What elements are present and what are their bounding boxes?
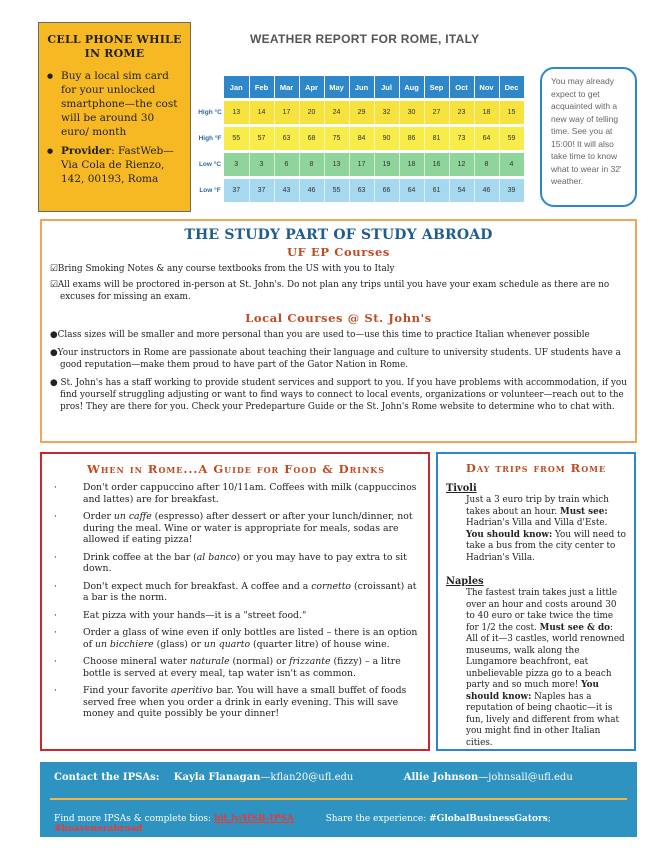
month-header: Jul xyxy=(374,76,399,98)
month-header: Jun xyxy=(349,76,374,98)
weather-cell: 46 xyxy=(474,179,499,202)
weather-cell: 63 xyxy=(274,127,299,150)
trip-must-see: Must see & do xyxy=(539,622,611,633)
weather-cell: 86 xyxy=(399,127,424,150)
weather-cell: 4 xyxy=(499,153,524,176)
cell-phone-box xyxy=(38,22,191,212)
contact-email-1[interactable]: —kflan20@ufl.edu xyxy=(260,772,354,783)
sim-card-text: Buy a local sim card for your unlocked smartphone—the cost will be around 30 euro/ month xyxy=(61,70,178,138)
weather-cell: 84 xyxy=(349,127,374,150)
weather-cell: 3 xyxy=(249,153,274,176)
weather-cell: 75 xyxy=(324,127,349,150)
trip-must-see: Must see: xyxy=(559,506,608,517)
month-header: Mar xyxy=(274,76,299,98)
food-item xyxy=(54,581,418,604)
weather-cell: 32 xyxy=(374,101,399,124)
contact-email-2[interactable]: —johnsall@ufl.edu xyxy=(478,772,573,783)
footer-divider xyxy=(50,798,627,800)
weather-row-label: Low °C xyxy=(198,153,224,176)
food-item-text: Order xyxy=(83,511,114,522)
contact-label: Contact the IPSAs: xyxy=(54,772,160,783)
trip-should-know: You should know: xyxy=(466,529,553,540)
italian-term: naturale xyxy=(189,656,230,667)
weather-cell: 16 xyxy=(424,153,449,176)
weather-cell: 17 xyxy=(274,101,299,124)
food-item-text: bar. You will have a small buffet of foods served free when you order a drink in early evening. This will save money and quite possibly be your dinner! xyxy=(83,685,407,719)
trip-text-naples xyxy=(446,588,626,749)
find-ipsas-text: Find more IPSAs & complete bios: xyxy=(54,814,214,824)
food-item xyxy=(54,627,418,650)
food-item-text: Order a glass of wine even if only bottles are listed – there is an option of xyxy=(83,627,418,650)
bullet: · xyxy=(54,482,57,493)
weather-cell: 57 xyxy=(249,127,274,150)
food-item xyxy=(54,610,418,622)
month-header: Oct xyxy=(449,76,474,98)
day-trips-title: Day trips from Rome xyxy=(465,461,607,475)
food-item-text: (espresso) after dessert or after your lunch/dinner, not during the meal. Wine or water is appropriate for meals, sodas are allowed if eating pizza! xyxy=(83,511,413,545)
cell-phone-title: CELL PHONE WHILE IN ROME xyxy=(47,33,182,60)
uf-courses-title: UF EP Courses xyxy=(287,245,390,259)
month-header: Sep xyxy=(424,76,449,98)
weather-row xyxy=(198,153,524,176)
bullet: · xyxy=(54,551,57,563)
italian-term: al banco xyxy=(196,551,237,563)
weather-cell: 29 xyxy=(349,101,374,124)
cell-phone-item xyxy=(47,69,182,139)
weather-cell: 15 xyxy=(499,101,524,124)
trip-text: Hadrian's Villa and Villa d'Este. xyxy=(466,518,608,528)
food-item-text: (glass) or xyxy=(153,638,204,650)
weather-cell: 8 xyxy=(299,153,324,176)
food-item-text: Find your favorite xyxy=(83,685,171,696)
provider-text: : FastWeb—Via Cola de Rienzo, 142, 00193, Roma xyxy=(61,145,174,185)
weather-cell: 20 xyxy=(299,101,324,124)
local-item: ● St. John's has a staff working to provide student services and support to you. If you have problems with accommodation, if you find yourself struggling adjusting or want to find ways to connect to local events, organizations or volunteer—reach out to the pros! They are there for you. Check your Predeparture Guide or the St. John's Rome website to determine who to chat with. xyxy=(50,378,627,412)
food-item-text: Don't order cappuccino after 10/11am. Coffees with milk (cappuccinos and lattes) are for breakfast. xyxy=(83,482,417,505)
weather-cell: 3 xyxy=(224,153,249,176)
month-header: Nov xyxy=(474,76,499,98)
food-item xyxy=(54,656,418,679)
weather-cell: 81 xyxy=(424,127,449,150)
weather-cell: 27 xyxy=(424,101,449,124)
local-item: ●Class sizes will be smaller and more personal than you are used to—use this time to practice Italian whenever possible xyxy=(50,330,590,340)
hashtag-2: #heavenerabroad xyxy=(54,824,143,834)
food-item-text: (quarter litre) of house wine. xyxy=(250,638,390,650)
weather-cell: 39 xyxy=(499,179,524,202)
weather-cell: 37 xyxy=(224,179,249,202)
weather-cell: 13 xyxy=(324,153,349,176)
trip-name-tivoli: Tivoli xyxy=(446,483,477,494)
month-header: Dec xyxy=(499,76,524,98)
bullet: · xyxy=(54,609,57,621)
food-list xyxy=(54,482,418,720)
weather-cell: 54 xyxy=(449,179,474,202)
month-header: May xyxy=(324,76,349,98)
weather-cell: 19 xyxy=(374,153,399,176)
weather-cell: 8 xyxy=(474,153,499,176)
weather-title: WEATHER REPORT FOR ROME, ITALY xyxy=(250,32,480,46)
italian-term: un quarto xyxy=(203,638,251,650)
trip-text: The fastest train takes just a little over an hour and costs around 30 to 40 euro or take twice the time for 1/2 the cost. xyxy=(466,588,618,633)
weather-cell: 37 xyxy=(249,179,274,202)
bullet: · xyxy=(54,656,57,667)
bullet: · xyxy=(54,685,57,696)
bullet: · xyxy=(54,627,57,638)
weather-row-label: High °F xyxy=(198,127,224,150)
trip-name-naples: Naples xyxy=(446,576,484,587)
trip-text: You will need to take a bus from the city center to Hadrian's Villa. xyxy=(466,529,626,563)
ipsa-link[interactable]: bit.ly/HSB-IPSA xyxy=(213,814,294,824)
footer xyxy=(40,762,637,837)
month-header: Feb xyxy=(249,76,274,98)
food-item xyxy=(54,552,418,575)
italian-term: un caffe xyxy=(113,511,152,522)
food-item-text: (croissant) at a bar is the norm. xyxy=(83,580,417,603)
weather-cell: 30 xyxy=(399,101,424,124)
local-item: ●Your instructors in Rome are passionate about teaching their language and culture to university students. UF students have a good reputation—make them proud to have part of the Gator Nation in Rome. xyxy=(50,348,621,370)
weather-cell: 43 xyxy=(274,179,299,202)
study-section xyxy=(40,219,637,443)
weather-corner xyxy=(198,76,224,98)
weather-cell: 66 xyxy=(374,179,399,202)
food-item-text: ) or you may have to pay extra to sit down. xyxy=(83,551,407,574)
food-item-text: Don't expect much for breakfast. A coffee and a xyxy=(83,580,312,592)
weather-cell: 12 xyxy=(449,153,474,176)
food-item-text: Drink coffee at the bar ( xyxy=(83,551,197,563)
trip-text: : All of it—3 castles, world renowned museums, walk along the Lungamore beachfront, eat unbelievable pizza go to a beach party and so much more! xyxy=(466,622,625,690)
italian-term: frizzante xyxy=(289,656,331,667)
weather-cell: 13 xyxy=(224,101,249,124)
weather-cell: 90 xyxy=(374,127,399,150)
food-item-text: Eat pizza with your hands—it is a "street food." xyxy=(83,609,307,621)
weather-cell: 24 xyxy=(324,101,349,124)
food-item xyxy=(54,482,418,505)
weather-cell: 73 xyxy=(449,127,474,150)
food-guide-section xyxy=(40,452,430,751)
weather-cell: 17 xyxy=(349,153,374,176)
weather-cell: 18 xyxy=(474,101,499,124)
footer-links xyxy=(54,814,629,834)
trip-text-tivoli xyxy=(446,495,626,564)
trip-text: Just a 3 euro trip by train which takes about an hour. xyxy=(466,495,609,517)
bullet: · xyxy=(54,511,57,522)
weather-note: You may already expect to get acquainted with a new way of telling time. See you at 15:00! It will also take time to know what to wear in 32' weather. xyxy=(540,67,637,207)
weather-cell: 55 xyxy=(224,127,249,150)
month-header: Aug xyxy=(399,76,424,98)
month-header: Jan xyxy=(224,76,249,98)
weather-cell: 14 xyxy=(249,101,274,124)
weather-cell: 59 xyxy=(499,127,524,150)
weather-cell: 64 xyxy=(399,179,424,202)
contact-person-2: Allie Johnson xyxy=(403,772,479,783)
cell-phone-list xyxy=(47,69,182,186)
italian-term: cornetto xyxy=(311,580,352,592)
food-guide-title: When in Rome...A Guide for Food & Drinks xyxy=(86,462,386,476)
hashtag-1: #GlobalBusinessGators xyxy=(429,814,548,824)
uf-item: ☑All exams will be proctored in-person at St. John's. Do not plan any trips until you have your exam schedule as there are no excuses for missing an exam. xyxy=(50,280,610,302)
food-item-text: (normal) or xyxy=(229,656,290,667)
cell-phone-item xyxy=(47,144,182,186)
hashtag-sep: ; xyxy=(547,814,551,824)
weather-row xyxy=(198,101,524,124)
weather-header-row xyxy=(198,76,524,98)
trip-should-know: You should know: xyxy=(466,680,599,702)
weather-cell: 6 xyxy=(274,153,299,176)
weather-table xyxy=(198,76,525,202)
bullet: · xyxy=(54,580,57,592)
provider-label: Provider xyxy=(61,145,112,157)
italian-term: un bicchiere xyxy=(95,638,154,650)
food-item-text: (fizzy) – a litre bottle is served at every meal, tap water isn't as common. xyxy=(83,656,401,679)
weather-row-label: Low °F xyxy=(198,179,224,202)
uf-item: ☑Bring Smoking Notes & any course textbooks from the US with you to Italy xyxy=(50,264,395,274)
local-courses-title: Local Courses @ St. John's xyxy=(245,311,432,325)
italian-term: aperitivo xyxy=(171,685,213,696)
study-title: THE STUDY PART OF STUDY ABROAD xyxy=(184,227,493,243)
food-item-text: Choose mineral water xyxy=(83,656,190,667)
weather-cell: 63 xyxy=(349,179,374,202)
weather-cell: 61 xyxy=(424,179,449,202)
contact-person-1: Kayla Flanagan xyxy=(173,772,261,783)
footer-contact xyxy=(54,772,624,783)
weather-cell: 46 xyxy=(299,179,324,202)
weather-row xyxy=(198,127,524,150)
weather-row-label: High °C xyxy=(198,101,224,124)
share-text: Share the experience: xyxy=(325,814,430,824)
food-item xyxy=(54,511,418,546)
weather-cell: 64 xyxy=(474,127,499,150)
food-item xyxy=(54,685,418,720)
day-trips-section xyxy=(436,452,636,751)
weather-cell: 18 xyxy=(399,153,424,176)
weather-row xyxy=(198,179,524,202)
weather-cell: 23 xyxy=(449,101,474,124)
weather-cell: 68 xyxy=(299,127,324,150)
month-header: Apr xyxy=(299,76,324,98)
trip-text: Naples has a reputation of being chaotic—it is fun, lively and different from what you might find in other Italian cities. xyxy=(466,691,620,748)
weather-cell: 55 xyxy=(324,179,349,202)
